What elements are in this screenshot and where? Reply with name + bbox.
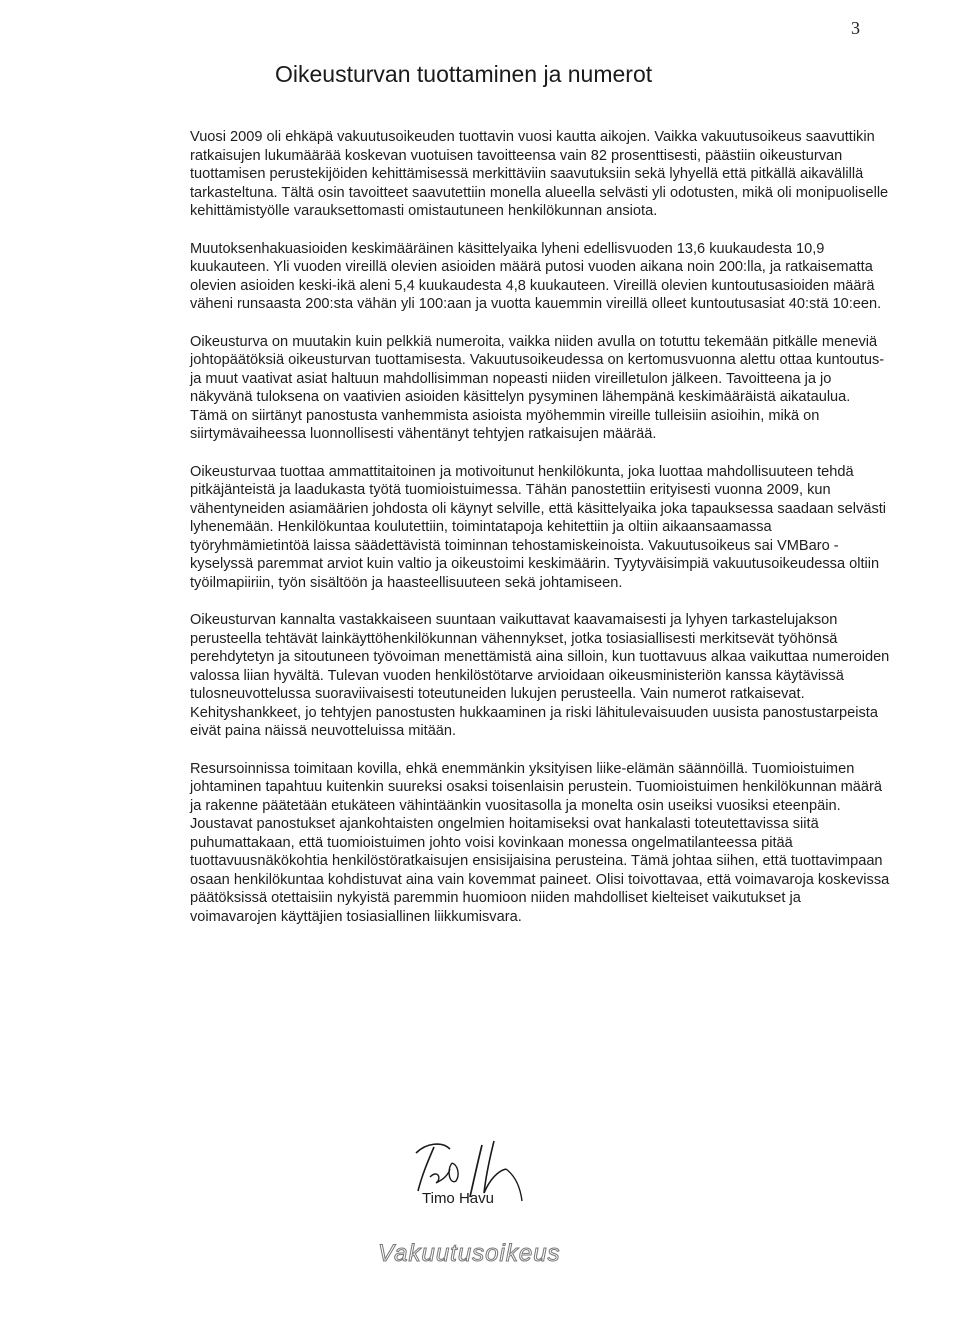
- organization-logo: Vakuutusoikeus: [378, 1240, 561, 1267]
- paragraph: Oikeusturvan kannalta vastakkaiseen suuntaan vaikuttavat kaavamaisesti ja lyhyen tarkastelujakson perusteella tehtävät lainkäyttöhenkilökunnan vähennykset, jotka tosiasiallisesti merkitsevät työhönsä perehdytetyn ja sitoutuneen työvoiman menettämistä aina silloin, kun tuottavuus alkaa vaikuttaa numeroiden valossa liian hyvältä. Tulevan vuoden henkilöstötarve arvioidaan oikeusministeriön kanssa käytävissä tulosneuvottelussa suoraviivaisesti toteutuneiden lukujen perusteella. Vain numerot ratkaisevat. Kehityshankkeet, jo tehtyjen panostusten hukkaaminen ja riski lähitulevaisuuden uusista panostustarpeista eivät paina näissä neuvotteluissa mitään.: [190, 612, 890, 739]
- paragraph: Resursoinnissa toimitaan kovilla, ehkä enemmänkin yksityisen liike-elämän säännöillä. Tuomioistuimen johtaminen tapahtuu kuitenkin suureksi osaksi toisenlaisin perustein. Tuomioistuimen henkilökunnan määrä ja rakenne päätetään etukäteen vähintäänkin vuositasolla ja monelta osin useiksi vuosiksi eteenpäin. Joustavat panostukset ajankohtaisten ongelmien hoitamiseksi ovat hankalasti toteutettavissa siitä puhumattakaan, että tuomioistuimen johto voisi kovinkaan monessa ongelmatilanteessa pitää tuottavuusnäkökohtia henkilöstöratkaisujen ensisijaisina perusteina. Tämä johtaa siihen, että tuottavimpaan osaan henkilökuntaa kohdistuvat aina vain kovemmat paineet. Olisi toivottavaa, että voimavaroja koskevissa päätöksissä otettaisiin nykyistä paremmin huomioon niiden mahdolliset kielteiset vaikutukset ja voimavarojen käyttäjien tosiasiallinen liikkumisvara.: [190, 760, 890, 925]
- page-title: Oikeusturvan tuottaminen ja numerot: [275, 61, 653, 87]
- signer-name: Timo Havu: [422, 1190, 494, 1207]
- paragraph: Oikeusturvaa tuottaa ammattitaitoinen ja motivoitunut henkilökunta, joka luottaa mahdollisuuteen tehdä pitkäjänteistä ja laadukasta työtä tuomioistuimessa. Tähän panostettiin erityisesti vuonna 2009, kun vähentyneiden asiamäärien johdosta oli käynyt selville, että käsittelyaika joka tapauksessa saadaan selvästi lyhenemään. Henkilökuntaa koulutettiin, toimintatapoja kehitettiin ja oltiin aikaansaamassa työryhmämietintöä laissa säädettävistä toiminnan tehostamiskeinoista. Vakuutusoikeus sai VMBaro -kyselyssä paremmat arviot kuin valtio ja oikeustoimi keskimäärin. Tyytyväisimpiä vakuutusoikeudessa oltiin työilmapiiriin, työn sisältöön ja haasteellisuuteen sekä johtamiseen.: [190, 463, 887, 591]
- paragraph: Vuosi 2009 oli ehkäpä vakuutusoikeuden tuottavin vuosi kautta aikojen. Vaikka vakuutusoikeus saavuttikin ratkaisujen lukumäärää koskevan vuotuisen tavoitteensa vain 82 prosenttisesti, päästiin oikeusturvan tuottamisen perustekijöiden kehittämisessä merkittäviin saavutuksiin sekä lyhyellä että pitkällä aikavälillä tarkasteltuna. Tältä osin tavoitteet saavutettiin monella alueella selvästi yli odotusten, mikä oli monipuoliselle kehittämistyölle varauksettomasti omistautuneen henkilökunnan ansiota.: [190, 129, 889, 219]
- body-text: [190, 128, 890, 945]
- page-number: 3: [851, 18, 860, 38]
- paragraph: Muutoksenhakuasioiden keskimääräinen käsittelyaika lyheni edellisvuoden 13,6 kuukaudesta 10,9 kuukauteen. Yli vuoden vireillä olevien asioiden määrä putosi vuoden aikana noin 200:lla, ja ratkaisematta olevien asioiden keski-ikä aleni 5,4 kuukaudesta 4,8 kuukauteen. Vireillä olevien kuntoutusasioiden määrä väheni runsaasta 200:sta vähän yli 100:aan ja vuotta kauemmin vireillä olleet kuntoutusasiat 40:stä 10:een.: [190, 240, 882, 312]
- paragraph: Oikeusturva on muutakin kuin pelkkiä numeroita, vaikka niiden avulla on totuttu tekemään pitkälle meneviä johtopäätöksiä oikeusturvan tuottamisesta. Vakuutusoikeudessa on kertomusvuonna alettu ottaa kuntoutus- ja muut vaativat asiat haltuun mahdollisimman nopeasti niiden vireilletulon jälkeen. Tavoitteena ja jo näkyvänä tuloksena on vaativien asioiden käsittelyn pysyminen lähempänä keskimääräistä aikataulua. Tämä on siirtänyt panostusta vanhemmista asioista myöhemmin vireille tulleisiin asioihin, mikä on siirtymävaiheessa luonnollisesti vähentänyt tehtyjen ratkaisujen määrää.: [190, 333, 885, 442]
